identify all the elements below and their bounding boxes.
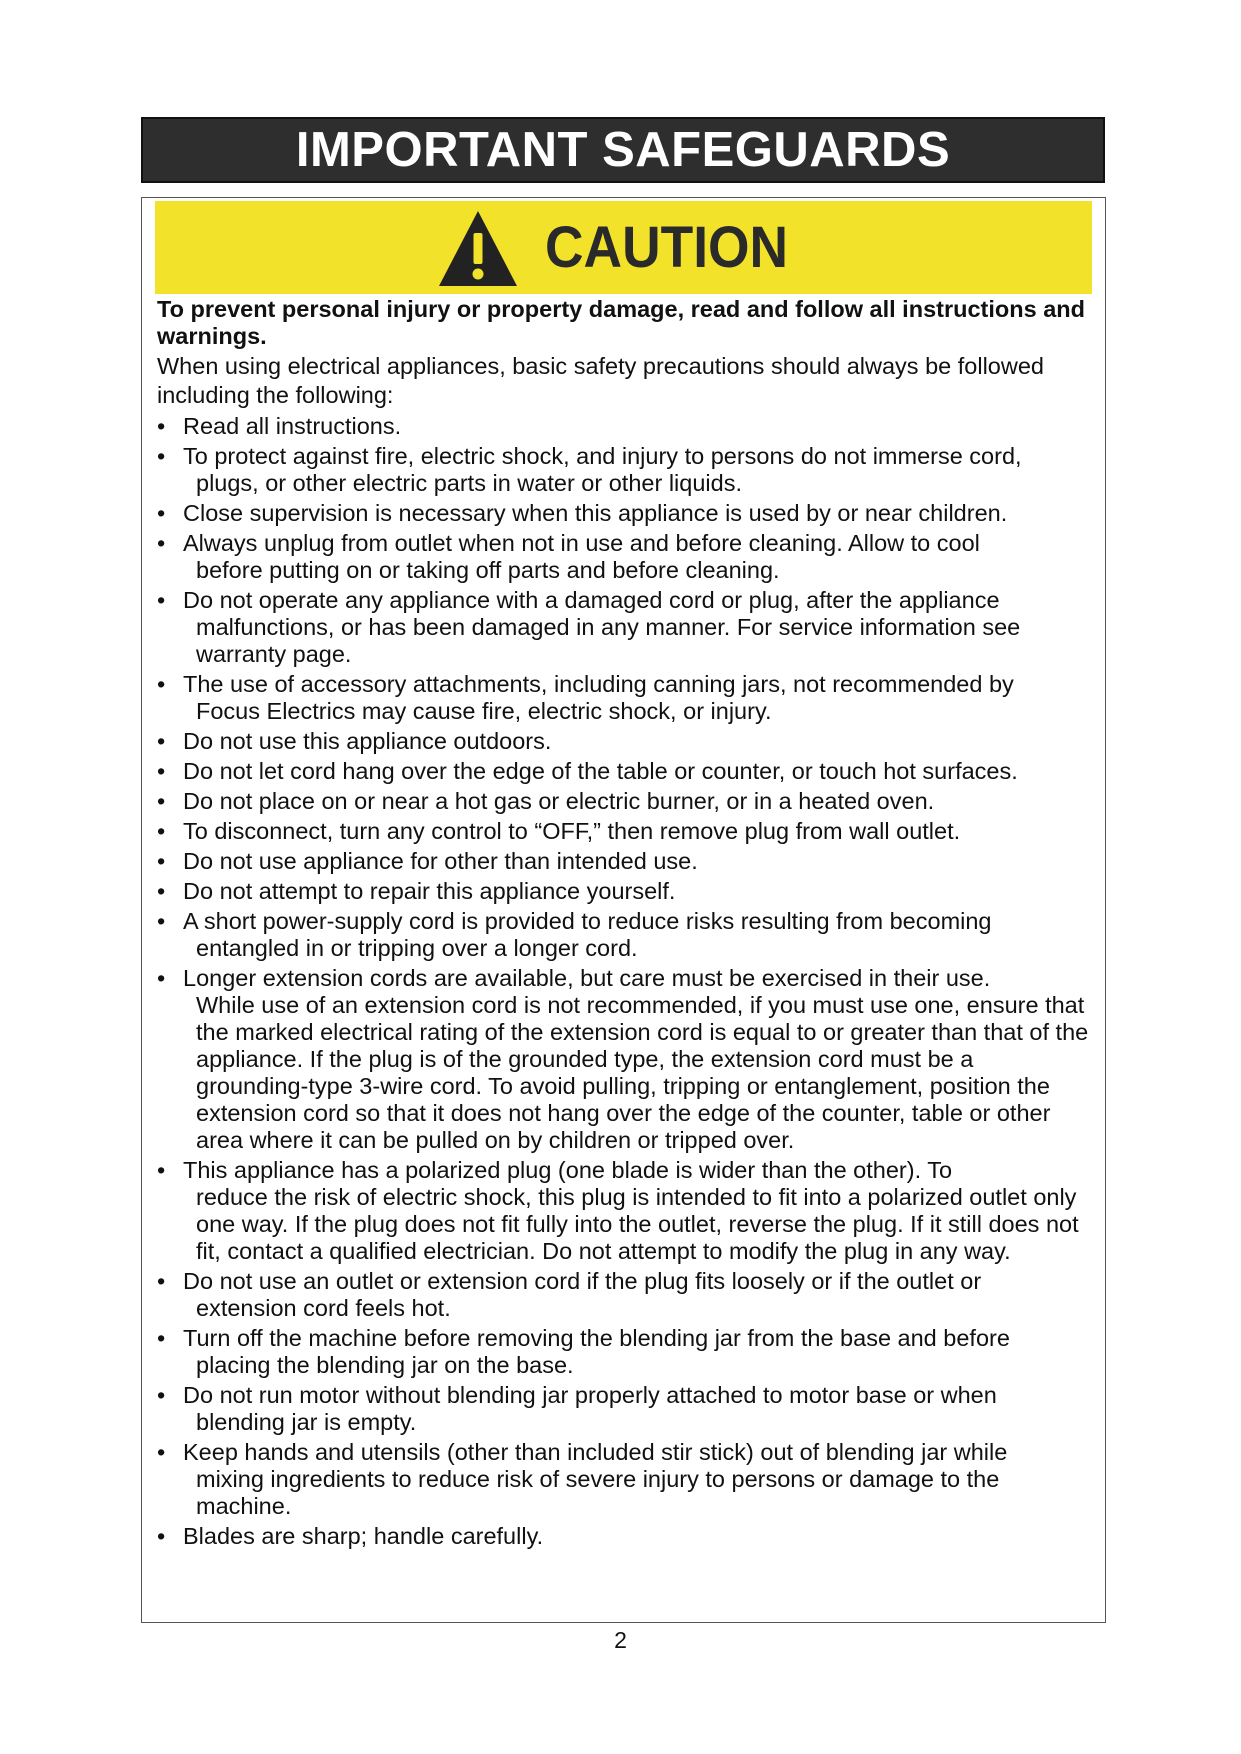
bullet-icon: • — [157, 500, 166, 526]
list-item-text: Do not use appliance for other than intended use. — [183, 848, 698, 874]
list-item-continuation: mixing ingredients to reduce risk of severe injury to persons or damage to the machine. — [196, 1466, 1000, 1519]
bullet-icon: • — [157, 1439, 166, 1465]
bullet-icon: • — [157, 965, 166, 991]
list-item — [157, 818, 1092, 845]
caution-banner — [155, 201, 1092, 294]
page-number: 2 — [614, 1627, 627, 1653]
list-item-continuation: placing the blending jar on the base. — [196, 1352, 574, 1378]
list-item-continuation: While use of an extension cord is not recommended, if you must use one, ensure that the marked electrical rating of the extension cord is equal to or greater than that of the appliance. If the plug is of the grounded type, the extension cord must be a grounding-type 3-wire cord. To avoid pulling, tripping or entanglement, position the extension cord so that it does not hang over the edge of the counter, table or other area where it can be pulled on by children or tripped over. — [196, 992, 1089, 1153]
bullet-icon: • — [157, 443, 166, 469]
bullet-icon: • — [157, 818, 166, 844]
list-item — [157, 908, 1092, 962]
list-item — [157, 878, 1092, 905]
list-item — [157, 671, 1092, 725]
list-item-text: Read all instructions. — [183, 413, 402, 439]
list-item-text: Keep hands and utensils (other than included stir stick) out of blending jar while — [183, 1439, 1008, 1465]
list-item-text: Do not use this appliance outdoors. — [183, 728, 552, 754]
list-item — [157, 728, 1092, 755]
list-item-continuation: plugs, or other electric parts in water or other liquids. — [196, 470, 742, 496]
bullet-icon: • — [157, 1325, 166, 1351]
list-item — [157, 1268, 1092, 1322]
list-item-text: To disconnect, turn any control to “OFF,” then remove plug from wall outlet. — [183, 818, 961, 844]
list-item-continuation: entangled in or tripping over a longer cord. — [196, 935, 638, 961]
list-item-text: Do not use an outlet or extension cord if the plug fits loosely or if the outlet or — [183, 1268, 982, 1294]
bullet-icon: • — [157, 587, 166, 613]
list-item-text: To protect against fire, electric shock, and injury to persons do not immerse cord, — [183, 443, 1022, 469]
list-item-text: Longer extension cords are available, but care must be exercised in their use. — [183, 965, 991, 991]
list-item-continuation: Focus Electrics may cause fire, electric shock, or injury. — [196, 698, 772, 724]
list-item — [157, 1157, 1092, 1265]
bullet-icon: • — [157, 878, 166, 904]
list-item — [157, 413, 1092, 440]
intro-text: When using electrical appliances, basic safety precautions should always be followed including the following: — [157, 353, 1044, 408]
list-item — [157, 788, 1092, 815]
safeguards-list — [157, 413, 1092, 1550]
list-item — [157, 758, 1092, 785]
list-item — [157, 1523, 1092, 1550]
intro-warning: To prevent personal injury or property damage, read and follow all instructions and warnings. — [157, 296, 1085, 349]
bullet-icon: • — [157, 758, 166, 784]
list-item — [157, 848, 1092, 875]
list-item — [157, 587, 1092, 668]
list-item-continuation: extension cord feels hot. — [196, 1295, 451, 1321]
safeguards-content — [157, 296, 1092, 1553]
list-item-text: Do not attempt to repair this appliance yourself. — [183, 878, 676, 904]
list-item-text: Always unplug from outlet when not in use and before cleaning. Allow to cool — [183, 530, 980, 556]
bullet-icon: • — [157, 1382, 166, 1408]
bullet-icon: • — [157, 788, 166, 814]
bullet-icon: • — [157, 1523, 166, 1549]
list-item-text: Do not place on or near a hot gas or electric burner, or in a heated oven. — [183, 788, 935, 814]
bullet-icon: • — [157, 728, 166, 754]
list-item — [157, 1439, 1092, 1520]
list-item — [157, 1325, 1092, 1379]
list-item — [157, 443, 1092, 497]
bullet-icon: • — [157, 1268, 166, 1294]
page-title: IMPORTANT SAFEGUARDS — [141, 117, 1105, 183]
list-item-text: The use of accessory attachments, including canning jars, not recommended by — [183, 671, 1014, 697]
list-item — [157, 530, 1092, 584]
caution-label: CAUTION — [545, 215, 789, 280]
list-item-text: A short power-supply cord is provided to reduce risks resulting from becoming — [183, 908, 992, 934]
bullet-icon: • — [157, 908, 166, 934]
list-item-text: Close supervision is necessary when this appliance is used by or near children. — [183, 500, 1008, 526]
bullet-icon: • — [157, 671, 166, 697]
list-item-text: Blades are sharp; handle carefully. — [183, 1523, 544, 1549]
list-item-text: Do not operate any appliance with a damaged cord or plug, after the appliance — [183, 587, 1000, 613]
list-item — [157, 965, 1092, 1154]
list-item-text: Do not let cord hang over the edge of the table or counter, or touch hot surfaces. — [183, 758, 1018, 784]
list-item-text: Do not run motor without blending jar properly attached to motor base or when — [183, 1382, 997, 1408]
list-item-continuation: reduce the risk of electric shock, this plug is intended to fit into a polarized outlet only one way. If the plug does not fit fully into the outlet, reverse the plug. If it still does not fit, contact a qualified electrician. Do not attempt to modify the plug in any way. — [196, 1184, 1079, 1264]
list-item-text: Turn off the machine before removing the blending jar from the base and before — [183, 1325, 1010, 1351]
bullet-icon: • — [157, 530, 166, 556]
list-item-continuation: blending jar is empty. — [196, 1409, 417, 1435]
list-item-continuation: before putting on or taking off parts and before cleaning. — [196, 557, 780, 583]
list-item-text: This appliance has a polarized plug (one blade is wider than the other). To — [183, 1157, 953, 1183]
bullet-icon: • — [157, 413, 166, 439]
bullet-icon: • — [157, 848, 166, 874]
bullet-icon: • — [157, 1157, 166, 1183]
list-item-continuation: malfunctions, or has been damaged in any manner. For service information see warranty page. — [196, 614, 1021, 667]
list-item — [157, 500, 1092, 527]
list-item — [157, 1382, 1092, 1436]
warning-triangle-icon — [437, 208, 519, 288]
